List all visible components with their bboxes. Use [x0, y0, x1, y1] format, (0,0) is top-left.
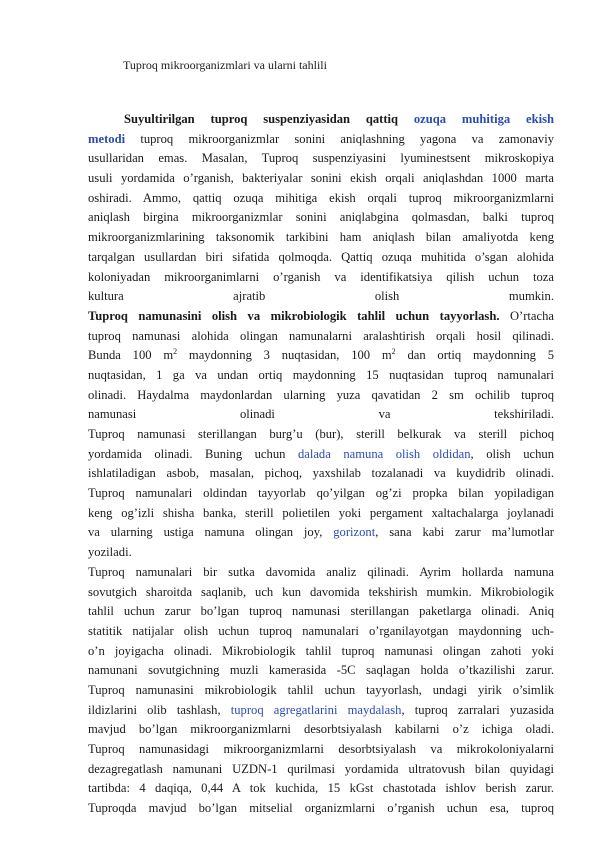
text-run: usullaridan emas. Masalan, Tuproq suspenziyasini lyuminestsent mikroskopiya	[88, 151, 554, 166]
text-run: Tuproq namunasidagi mikroorganizmlarni desorbtsiyalash va mikrokoloniyalarni	[88, 742, 554, 756]
text-line	[88, 779, 554, 799]
text-line	[88, 268, 554, 288]
text-run: , olish uchun	[470, 446, 554, 461]
text-line	[88, 189, 554, 209]
text-line	[88, 228, 554, 248]
text-run: o’n joyigacha olinadi. Mikrobiologik tahlil tuproq namunasi olingan zahoti yoki	[88, 643, 554, 658]
text-line	[88, 602, 554, 622]
text-run: dezagregatlash namunani UZDN-1 qurilmasi yordamida ultratovush bilan quyidagi	[88, 761, 554, 776]
text-line	[88, 464, 554, 484]
text-run: O’rtacha	[499, 308, 554, 323]
text-line	[88, 799, 554, 819]
text-line	[88, 504, 554, 524]
text-line	[88, 366, 554, 386]
text-line	[88, 287, 554, 307]
text-run: olinadi. Haydalma maydonlardan ularning yuza qavatidan 2 sm ochilib tuproq	[88, 387, 554, 402]
text-line	[88, 523, 554, 543]
text-run: Bunda 100 m	[88, 348, 174, 363]
page-header: Tuproq mikroorganizmlari va ularni tahlili	[123, 58, 327, 72]
text-run: nuqtasidan, 1 ga va undan ortiq maydonning 15 nuqtasidan tuproq namunalari	[88, 367, 554, 382]
text-line	[88, 543, 554, 563]
text-line	[88, 720, 554, 740]
text-line	[88, 307, 554, 327]
text-line	[88, 701, 554, 721]
text-line	[88, 327, 554, 347]
text-run: Tuproqda mavjud bo’lgan mitselial organizmlarni o’rganish uchun esa, tuproq	[88, 801, 554, 816]
text-line	[88, 248, 554, 268]
text-run: yoziladi.	[88, 545, 132, 560]
text-run: mikroorganizmlarining taksonomik tarkibini ham aniqlash bilan amaliyotda keng	[88, 230, 554, 245]
text-run: namunasi olinadi va tekshiriladi.	[88, 407, 554, 422]
text-line	[88, 405, 554, 425]
text-line	[88, 622, 554, 642]
text-run: yordamida olinadi. Buning uchun	[88, 446, 298, 461]
text-link[interactable]: dalada namuna olish oldidan	[297, 446, 471, 461]
text-line	[88, 346, 554, 366]
text-line	[88, 642, 554, 662]
text-run: Tuproq namunalari oldindan tayyorlab qo’yilgan og’zi propka bilan yopiladigan	[88, 486, 554, 501]
text-line	[88, 110, 554, 130]
body-text	[88, 110, 554, 819]
text-run: tarqalgan usullardan biri sifatida qolmoqda. Qattiq ozuqa muhitida o’sgan alohida	[88, 249, 554, 264]
text-run: usuli yordamida o’rganish, bakteriyalar sonini ekish orqali aniqlashdan 1000 marta	[88, 171, 554, 186]
text-line	[88, 386, 554, 406]
text-run: koloniyadan mikroorganimlarni o’rganish va identifikatsiya qilish uchun toza	[88, 269, 554, 284]
text-link[interactable]: gorizont	[333, 525, 376, 540]
text-line	[88, 681, 554, 701]
text-link[interactable]: tuproq agregatlarini maydalash	[230, 702, 402, 717]
text-run: tuproq namunasi alohida olingan namunalarni aralashtirish orqali hosil qilinadi.	[88, 328, 554, 343]
text-run: oshiradi. Ammo, qattiq ozuqa mihitiga ekish orqali tuproq mikroorganizmlarni	[88, 190, 554, 205]
text-run: , sana kabi zarur ma’lumotlar	[375, 525, 554, 540]
text-run: tartibda: 4 daqiqa, 0,44 A tok kuchida, 15 kGst chastotada ishlov berish zarur.	[88, 781, 554, 796]
text-line	[88, 563, 554, 583]
text-line	[88, 484, 554, 504]
text-line	[88, 130, 554, 150]
text-run: , tuproq zarralari yuzasida	[401, 702, 554, 717]
text-line	[88, 149, 554, 169]
text-run: va ularning ustiga namuna olingan joy,	[88, 525, 334, 540]
text-line	[88, 661, 554, 681]
text-line	[88, 760, 554, 780]
text-run: maydonning 3 nuqtasidan, 100 m	[177, 348, 392, 363]
text-run: Tuproq namunasini olish va mikrobiologik tahlil uchun tayyorlash.	[88, 308, 500, 323]
text-run: kultura ajratib olish mumkin.	[88, 289, 554, 304]
text-run: mavjud bo’lgan mikroorganizmlarni desorbtsiyalash kabilarni o’z ichiga oladi.	[88, 722, 554, 737]
text-run: ishlatiladigan asbob, masalan, pichoq, yaxshilab tozalanadi va kuydidrib olinadi.	[88, 466, 554, 481]
superscript: 2	[173, 347, 178, 357]
text-line	[88, 425, 554, 445]
text-line	[88, 740, 554, 760]
text-run: dan ortiq maydonning 5	[395, 348, 554, 363]
text-run: sovutgich sharoitda saqlanib, uch kun davomida tekshirish mumkin. Mikrobiologik	[88, 584, 554, 599]
text-line	[88, 208, 554, 228]
text-line	[88, 169, 554, 189]
text-line	[88, 445, 554, 465]
text-run: Tuproq namunalari bir sutka davomida analiz qilinadi. Ayrim hollarda namuna	[88, 564, 554, 579]
text-run: tuproq mikroorganizmlar sonini aniqlashning yagona va zamonaviy	[125, 131, 554, 146]
text-run: ildizlarini olib tashlash,	[88, 702, 231, 717]
text-run: namunani sovutgichning muzli kamerasida -5C saqlagan holda o’tkazilishi zarur.	[88, 663, 554, 678]
text-line	[88, 583, 554, 603]
text-run: statitik natijalar olish uchun tuproq namunalari o’rganilayotgan maydonning uch-	[88, 623, 554, 638]
text-run: aniqlash birgina mikroorganizmlar sonini aniqlabgina qolmasdan, balki tuproq	[88, 210, 554, 225]
text-run: Tuproq namunasini mikrobiologik tahlil uchun tayyorlash, undagi yirik o’simlik	[88, 682, 554, 697]
text-run: keng og’izli shisha banka, sterill polietilen yoki pergament xaltachalarga joylanadi	[88, 505, 554, 520]
text-run: tahlil uchun zarur bo’lgan tuproq namunasi sterillangan paketlarga olinadi. Aniq	[88, 604, 554, 619]
text-link[interactable]: ozuqa muhitiga ekish	[413, 112, 554, 126]
text-link[interactable]: metodi	[88, 131, 126, 146]
text-run: Tuproq namunasi sterillangan burg’u (bur), sterill belkurak va sterill pichoq	[88, 427, 554, 441]
text-run: Suyultirilgan tuproq suspenziyasidan qattiq	[124, 112, 414, 126]
superscript: 2	[391, 347, 396, 357]
